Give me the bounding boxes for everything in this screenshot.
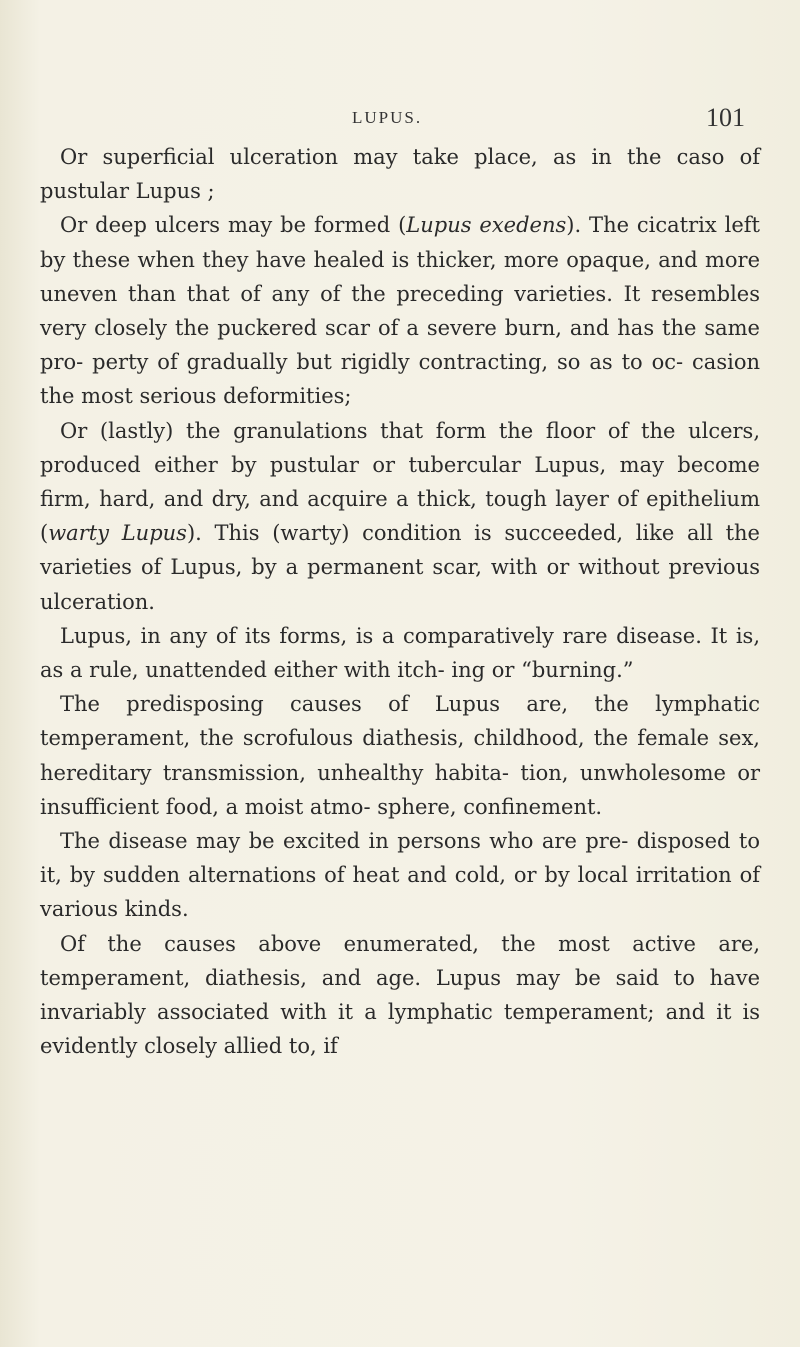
text-segment: Or (lastly) the granulations that form the floor of the ulcers, produced either by pustular or tubercular Lupus, may become firm, hard, and dry, and acquire a thick, tough layer of epithelium ( [40, 418, 760, 546]
italic-term: warty Lupus [48, 521, 187, 546]
text-segment: ). The cicatrix left by these when they have healed is thicker, more opaque, and more uneven than that of any of the preceding varieties. It resembles very closely the puckered scar of a severe burn, and has the same pro- perty of gradually but rigidly contracting, so as to oc- casion the most serious deformities; [40, 213, 760, 409]
paragraph-excited [40, 824, 760, 927]
running-head: LUPUS. [352, 108, 423, 127]
text-segment: Of the causes above enumerated, the most active are, temperament, diathesis, and age. Lupus may be said to have invariably associated with it a lymphatic temperament; and it is evidently closely allied to, if [40, 931, 760, 1059]
page-header [0, 103, 800, 138]
page-number: 101 [706, 103, 745, 132]
text-segment: Or superficial ulceration may take place, as in the caso of pustular Lupus ; [40, 145, 760, 204]
italic-term: Lupus exedens [406, 213, 567, 238]
body-text [40, 140, 760, 1063]
text-segment: The predisposing causes of Lupus are, the lymphatic temperament, the scrofulous diathesis, childhood, the female sex, hereditary transmission, unhealthy habita- tion, unwholesome or insufficient food, a moist atmo- sphere, confinement. [40, 692, 760, 819]
paragraph-superficial-ulceration [40, 140, 760, 208]
paragraph-rare-disease [40, 619, 760, 687]
text-segment: Lupus, in any of its forms, is a comparatively rare disease. It is, as a rule, unattended either with itch- ing or “burning.” [40, 623, 760, 683]
paragraph-predisposing-causes [40, 687, 760, 824]
text-segment: Or deep ulcers may be formed ( [60, 213, 407, 238]
text-segment: The disease may be excited in persons who are pre- disposed to it, by sudden alternations of heat and cold, or by local irritation of various kinds. [40, 829, 760, 922]
paragraph-active-causes [40, 927, 760, 1064]
paragraph-deep-ulcers [40, 208, 760, 413]
text-segment: ). This (warty) condition is succeeded, like all the varieties of Lupus, by a permanent scar, with or without previous ulceration. [40, 521, 760, 614]
paragraph-granulations [40, 414, 760, 619]
